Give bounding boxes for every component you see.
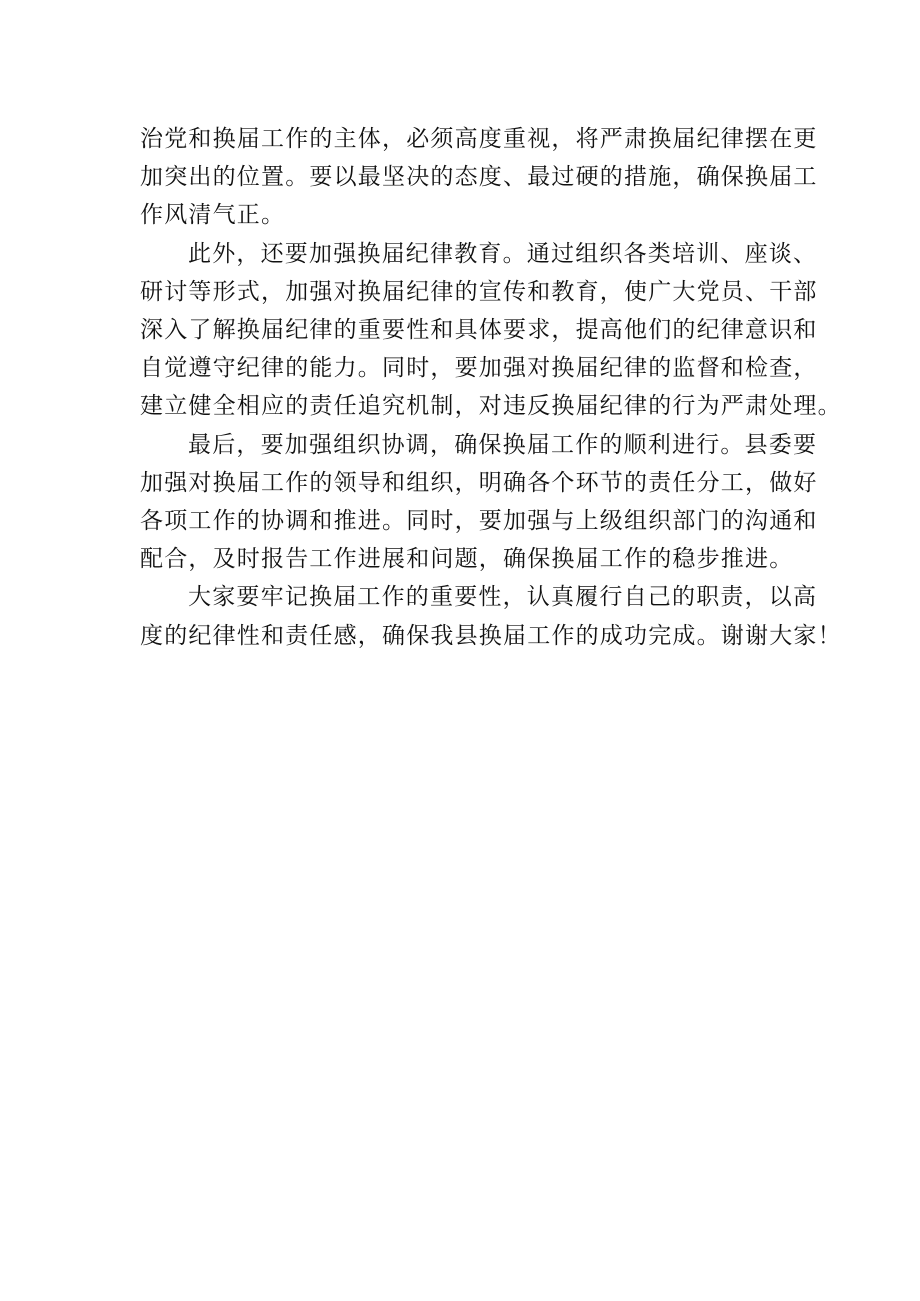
paragraph-line: 加突出的位置。要以最坚决的态度、最过硬的措施，确保换届工 bbox=[140, 164, 818, 191]
paragraph-line: 自觉遵守纪律的能力。同时，要加强对换届纪律的监督和检查， bbox=[140, 355, 818, 382]
paragraph-4 bbox=[140, 578, 842, 654]
paragraph-line: 加强对换届工作的领导和组织，明确各个环节的责任分工，做好 bbox=[140, 469, 818, 496]
document-body bbox=[140, 120, 842, 655]
paragraph-first-line: 最后，要加强组织协调，确保换届工作的顺利进行。县委要 bbox=[188, 431, 818, 458]
paragraph-line: 深入了解换届纪律的重要性和具体要求，提高他们的纪律意识和 bbox=[140, 317, 818, 344]
paragraph-line: 研讨等形式，加强对换届纪律的宣传和教育，使广大党员、干部 bbox=[140, 278, 818, 305]
paragraph-first-line: 此外，还要加强换届纪律教育。通过组织各类培训、座谈、 bbox=[188, 240, 818, 267]
paragraph-3 bbox=[140, 426, 818, 579]
paragraph-2 bbox=[140, 235, 842, 426]
paragraph-first-line: 大家要牢记换届工作的重要性，认真履行自己的职责，以高 bbox=[188, 584, 818, 611]
paragraph-line: 作风清气正。 bbox=[140, 202, 286, 229]
paragraph-line: 配合，及时报告工作进展和问题，确保换届工作的稳步推进。 bbox=[140, 546, 794, 573]
paragraph-line: 治党和换届工作的主体，必须高度重视，将严肃换届纪律摆在更 bbox=[140, 126, 818, 152]
paragraph-line: 建立健全相应的责任追究机制，对违反换届纪律的行为严肃处理。 bbox=[140, 393, 842, 420]
paragraph-line: 各项工作的协调和推进。同时，要加强与上级组织部门的沟通和 bbox=[140, 508, 818, 535]
paragraph-1 bbox=[140, 120, 818, 235]
paragraph-line: 度的纪律性和责任感，确保我县换届工作的成功完成。谢谢大家！ bbox=[140, 622, 842, 649]
